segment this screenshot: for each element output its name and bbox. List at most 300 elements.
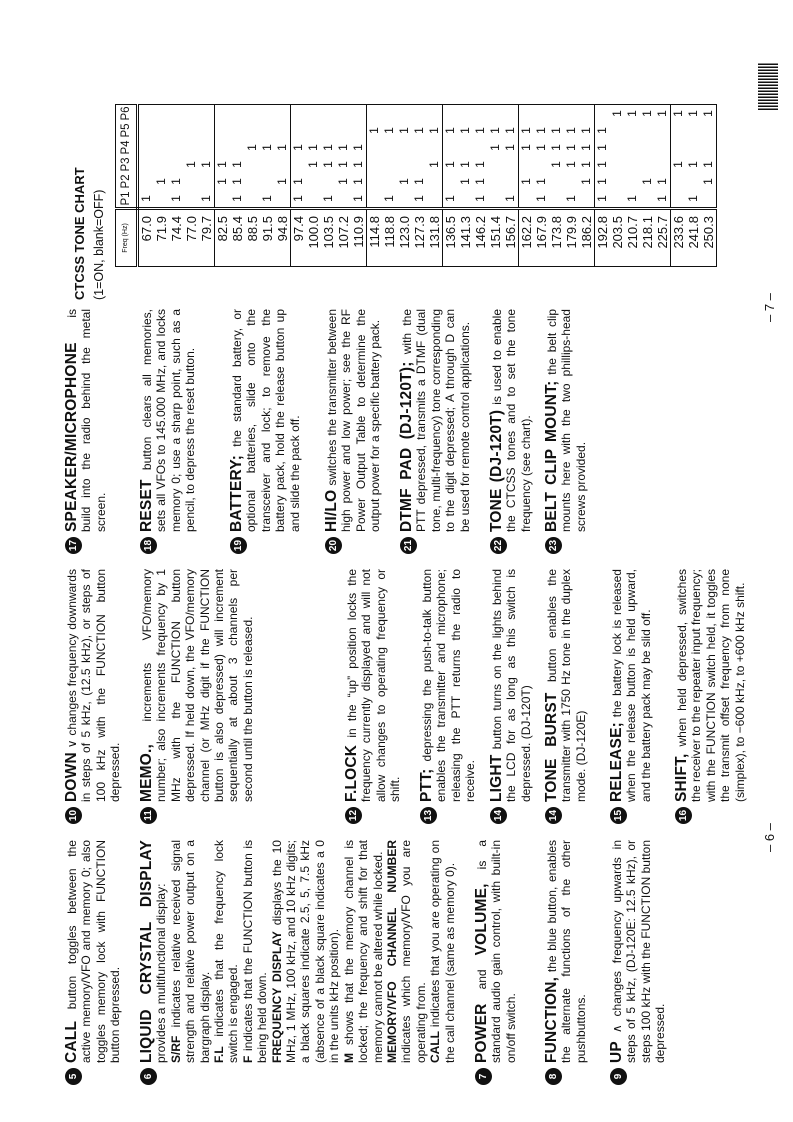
item-12 <box>345 569 403 824</box>
table-header-row <box>116 105 138 267</box>
item-title: F.LOCK <box>343 744 360 802</box>
switch-cell-P2: 1 <box>154 178 168 185</box>
frequency-cell: 127.3 <box>412 209 427 267</box>
display-indicator-entry <box>270 840 342 1063</box>
item-description: button clears all memories, sets all VFOs to 145.000 MHz, and locks memory 0; use a sharp point, such as a pencil, to depress the reset button. <box>140 309 198 532</box>
switch-cell-P2 <box>382 173 397 190</box>
frequency-cell: 79.7 <box>199 209 215 267</box>
item-title: BATTERY; <box>228 454 245 532</box>
switch-cell-P3 <box>655 156 671 173</box>
switch-cell-P4: 1 <box>579 139 595 156</box>
switch-cell-P3: 1 <box>549 161 563 168</box>
switch-cell-P2 <box>184 173 199 190</box>
switch-cell-P1: 1 <box>260 195 274 202</box>
item-title: TONE (DJ-120T) <box>488 409 505 532</box>
table-row <box>458 105 473 267</box>
table-row <box>291 105 307 267</box>
switch-cell-P5 <box>275 122 291 139</box>
barcode-mark <box>758 62 778 110</box>
item-title: CALL <box>63 1020 80 1063</box>
indicator-description: indicates which memory/VFO you are operating from. <box>399 840 428 1063</box>
switch-cell-P3 <box>412 156 427 173</box>
table-row <box>686 105 701 267</box>
switch-cell-P2 <box>245 173 260 190</box>
table-row <box>169 105 184 267</box>
item-title: TONE BURST <box>543 692 560 802</box>
switch-cell-P6 <box>336 105 351 123</box>
item-title: RESET <box>138 479 155 532</box>
switch-cell-P2 <box>443 173 459 190</box>
column-header-P2: P2 <box>116 173 138 190</box>
table-row <box>443 105 459 267</box>
item-number-badge: 23 <box>545 537 562 554</box>
switch-cell-P1 <box>519 190 535 209</box>
table-row <box>184 105 199 267</box>
column-header-P5: P5 <box>116 122 138 139</box>
switch-cell-P6 <box>169 105 184 123</box>
frequency-cell: 74.4 <box>169 209 184 267</box>
switch-cell-P6: 1 <box>610 110 624 117</box>
table-row <box>671 105 687 267</box>
frequency-cell: 218.1 <box>640 209 655 267</box>
switch-cell-P2: 1 <box>230 178 244 185</box>
switch-cell-P6 <box>397 105 412 123</box>
frequency-cell: 88.5 <box>245 209 260 267</box>
item-title: LIQUID CRYSTAL DISPLAY <box>138 840 155 1063</box>
switch-cell-P6 <box>519 105 535 123</box>
switch-cell-P6 <box>382 105 397 123</box>
switch-cell-P6 <box>458 105 473 123</box>
table-row <box>701 105 717 267</box>
switch-cell-P4 <box>199 139 215 156</box>
switch-cell-P3 <box>625 156 640 173</box>
indicator-description: displays the 10 MHz, 1 MHz, 100 kHz, and 10 kHz digits; a black squares indicate 2.5, 5, 7.5 kHz (absence of a black square indicates a 0 in the units kHz position). <box>269 840 342 1063</box>
item-number-badge: 13 <box>420 807 437 824</box>
item-14 <box>545 569 588 824</box>
table-row <box>640 105 655 267</box>
indicator-term: CALL <box>428 1031 443 1063</box>
switch-cell-P4 <box>473 139 488 156</box>
switch-cell-P2 <box>138 173 155 190</box>
frequency-cell: 100.0 <box>306 209 321 267</box>
switch-cell-P5: 1 <box>473 127 487 134</box>
switch-cell-P4: 1 <box>260 144 274 151</box>
switch-cell-P1: 1 <box>595 195 609 202</box>
switch-cell-P4 <box>382 139 397 156</box>
switch-cell-P6 <box>579 105 595 123</box>
switch-cell-P1: 1 <box>503 190 519 209</box>
item-description: the battery lock is released when the release button is held upward, and the battery pack may be slid off. <box>610 569 653 802</box>
switch-cell-P5 <box>625 122 640 139</box>
item-number-badge: 14 <box>490 807 507 824</box>
switch-cell-P3: 1 <box>458 161 472 168</box>
switch-cell-P3: 1 <box>215 161 229 168</box>
switch-cell-P4: 1 <box>291 144 305 151</box>
table-row <box>488 105 503 267</box>
item-number-badge: 15 <box>610 807 627 824</box>
switch-cell-P5 <box>610 122 625 139</box>
switch-cell-P3 <box>488 156 503 173</box>
item-11 <box>140 569 255 824</box>
table-row <box>579 105 595 267</box>
switch-cell-P3 <box>397 156 412 173</box>
switch-cell-P6 <box>321 105 336 123</box>
indicator-term: S/RF <box>168 1035 183 1063</box>
item-8 <box>545 840 588 1085</box>
item-description: the belt clip mounts here with the two phillips-head screws provided. <box>545 309 588 532</box>
switch-cell-P3: 1 <box>701 156 717 173</box>
table-row <box>397 105 412 267</box>
item-number-badge: 5 <box>65 1068 82 1085</box>
frequency-cell: 241.8 <box>686 209 701 267</box>
item-16 <box>675 569 747 824</box>
switch-cell-P4 <box>655 139 671 156</box>
switch-cell-P3 <box>260 156 275 173</box>
item-description: ∨ changes frequency downwards in steps of 5 kHz, (12.5 kHz), or steps of 100 kHz with the FUNCTION button depressed. <box>65 569 123 802</box>
switch-cell-P1 <box>275 190 291 209</box>
switch-cell-P1 <box>215 190 231 209</box>
switch-cell-P4: 1 <box>534 144 548 151</box>
switch-cell-P2 <box>260 173 275 190</box>
switch-cell-P3: 1 <box>473 161 487 168</box>
switch-cell-P5 <box>655 122 671 139</box>
switch-cell-P2: 1 <box>640 178 654 185</box>
frequency-cell: 225.7 <box>655 209 671 267</box>
switch-cell-P1: 1 <box>321 195 335 202</box>
switch-cell-P4: 1 <box>519 144 533 151</box>
indicator-term: F <box>240 1055 255 1063</box>
switch-cell-P5: 1 <box>488 127 502 134</box>
switch-cell-P3: 1 <box>671 161 685 168</box>
switch-cell-P3 <box>275 156 291 173</box>
ctcss-chart-subtitle: (1=ON, blank=OFF) <box>92 189 106 300</box>
table-row <box>306 105 321 267</box>
switch-cell-P3: 1 <box>184 161 198 168</box>
item-description: is a standard audio gain control, with built-in on/off switch. <box>475 840 518 1063</box>
switch-cell-P2: 1 <box>701 173 717 190</box>
switch-cell-P3 <box>367 156 383 173</box>
item-title: PTT; <box>418 768 435 802</box>
switch-cell-P4 <box>458 139 473 156</box>
switch-cell-P4 <box>138 139 155 156</box>
switch-cell-P3 <box>640 156 655 173</box>
switch-cell-P6 <box>427 105 443 123</box>
item-number-badge: 9 <box>610 1068 627 1085</box>
switch-cell-P3: 1 <box>199 156 215 173</box>
switch-cell-P3 <box>503 156 519 173</box>
switch-cell-P4 <box>671 139 687 156</box>
switch-cell-P4: 1 <box>549 144 563 151</box>
switch-cell-P6: 1 <box>625 110 639 117</box>
item-number-badge: 11 <box>140 807 157 824</box>
item-number-badge: 20 <box>325 537 342 554</box>
switch-cell-P6: 1 <box>640 110 654 117</box>
table-row <box>625 105 640 267</box>
switch-cell-P6 <box>199 105 215 123</box>
switch-cell-P1: 1 <box>139 195 153 202</box>
switch-cell-P2 <box>549 173 564 190</box>
switch-cell-P4: 1 <box>306 144 320 151</box>
switch-cell-P1 <box>701 190 717 209</box>
item-7 <box>475 840 518 1085</box>
indicator-description: indicates that you are operating on the call channel (same as memory 0). <box>428 839 457 1063</box>
table-row <box>138 105 155 267</box>
switch-cell-P5 <box>291 122 307 139</box>
switch-cell-P3 <box>382 156 397 173</box>
switch-cell-P6 <box>154 105 169 123</box>
indicator-description: shows that the memory channel is locked; the frequency and shift for that memory cannot be altered while locked. <box>341 840 385 1063</box>
switch-cell-P6 <box>260 105 275 123</box>
switch-cell-P6 <box>488 105 503 123</box>
item-description: button toggles between the active memory/VFO and memory 0; also toggles memory lock with FUNCTION button depressed. <box>65 840 123 1063</box>
item-title-second: VOLUME, <box>473 883 490 956</box>
item-number-badge: 18 <box>140 537 157 554</box>
switch-cell-P3: 1 <box>443 161 457 168</box>
table-row <box>260 105 275 267</box>
switch-cell-P4 <box>701 139 717 156</box>
item-description: switches the transmitter between high power and low power; see the RF Power Output Table to determine the output power for a specific battery pack. <box>325 309 383 532</box>
item-description: button enables the transmitter with 1750 Hz tone in the duplex mode. (DJ-120E) <box>545 569 588 802</box>
item-title: DTMF PAD (DJ-120T); <box>398 361 415 532</box>
item-description: increments VFO/memory number; also increments frequency by 1 MHz with the FUNCTION button depressed. If held down, the VFO/memory channel (or MHz digit if the FUNCTION button is also depressed) will increment sequentially at about 3 channels per second until the button is released. <box>140 569 255 802</box>
indicator-term: FREQUENCY DISPLAY <box>269 931 284 1063</box>
switch-cell-P5: 1 <box>382 127 396 134</box>
switch-cell-P1 <box>671 190 687 209</box>
switch-cell-P1: 1 <box>199 190 215 209</box>
item-description: the blue button, enables the alternate functions of the other pushbuttons. <box>545 840 588 1063</box>
item-number-badge: 7 <box>475 1068 492 1085</box>
item-15 <box>610 569 653 824</box>
switch-cell-P1: 1 <box>382 195 396 202</box>
switch-cell-P2: 1 <box>519 178 533 185</box>
frequency-cell: 77.0 <box>184 209 199 267</box>
switch-cell-P3: 1 <box>336 161 350 168</box>
switch-cell-P5 <box>184 122 199 139</box>
item-title: UP <box>608 1041 625 1063</box>
switch-cell-P4 <box>412 139 427 156</box>
frequency-cell: 167.9 <box>534 209 549 267</box>
switch-cell-P2 <box>427 173 443 190</box>
switch-cell-P2 <box>199 173 215 190</box>
frequency-cell: 233.6 <box>671 209 687 267</box>
switch-cell-P6 <box>534 105 549 123</box>
switch-cell-P5: 1 <box>458 127 472 134</box>
item-number-badge: 22 <box>490 537 507 554</box>
switch-cell-P2: 1 <box>595 178 609 185</box>
switch-cell-P1 <box>579 190 595 209</box>
switch-cell-P5: 1 <box>443 127 457 134</box>
switch-cell-P2: 1 <box>351 173 367 190</box>
item-number-badge: 17 <box>65 537 82 554</box>
item-20 <box>325 309 383 554</box>
switch-cell-P6 <box>503 105 519 123</box>
item-14 <box>490 569 533 824</box>
switch-cell-P3: 1 <box>351 156 367 173</box>
switch-cell-P1 <box>367 190 383 209</box>
indicator-term: F.L <box>212 1046 227 1063</box>
switch-cell-P2 <box>671 173 687 190</box>
switch-cell-P1 <box>640 190 655 209</box>
switch-cell-P4 <box>215 139 231 156</box>
display-indicator-entry <box>212 840 241 1063</box>
item-21 <box>400 309 472 554</box>
switch-cell-P3: 1 <box>595 161 609 168</box>
switch-cell-P4 <box>427 139 443 156</box>
switch-cell-P6 <box>473 105 488 123</box>
switch-cell-P2: 1 <box>534 178 548 185</box>
switch-cell-P2: 1 <box>275 173 291 190</box>
frequency-cell: 179.9 <box>564 209 579 267</box>
frequency-cell: 67.0 <box>138 209 155 267</box>
table-row <box>564 105 579 267</box>
item-13 <box>420 569 478 824</box>
display-indicator-entry <box>241 840 270 1063</box>
table-row <box>412 105 427 267</box>
item-17 <box>65 309 108 554</box>
switch-cell-P1: 1 <box>686 195 700 202</box>
item-title: SHIFT, <box>673 753 690 802</box>
frequency-cell: 250.3 <box>701 209 717 267</box>
item-title: SPEAKER/MICROPHONE <box>63 342 80 532</box>
switch-cell-P3 <box>534 156 549 173</box>
table-row <box>534 105 549 267</box>
switch-cell-P4: 1 <box>503 139 519 156</box>
column-header-P3: P3 <box>116 156 138 173</box>
switch-cell-P5 <box>230 122 245 139</box>
switch-cell-P1 <box>427 190 443 209</box>
item-description: provides a multifunctional display: <box>154 883 169 1063</box>
switch-cell-P5: 1 <box>427 122 443 139</box>
switch-cell-P1 <box>458 190 473 209</box>
item-5 <box>65 840 123 1085</box>
frequency-cell: 151.4 <box>488 209 503 267</box>
item-title: HI/LO <box>323 489 340 532</box>
switch-cell-P5 <box>199 122 215 139</box>
switch-cell-P6 <box>564 105 579 123</box>
switch-cell-P4: 1 <box>351 139 367 156</box>
switch-cell-P3: 1 <box>306 161 320 168</box>
switch-cell-P4 <box>443 139 459 156</box>
item-9 <box>610 840 668 1085</box>
ctcss-chart-title: CTCSS TONE CHART <box>72 167 87 300</box>
switch-cell-P3: 1 <box>579 156 595 173</box>
item-description: when held depressed, switches the receiver to the repeater input frequency; with the FUNCTION switch held, it toggles the transmit offset frequency from none (simplex), to −600 kHz, to +600 kHz shift. <box>675 569 747 802</box>
column-left <box>0 840 793 1085</box>
column-header-P1: P1 <box>116 190 138 209</box>
freq-header: Freq (Hz) <box>116 209 138 267</box>
frequency-cell: 71.9 <box>154 209 169 267</box>
switch-cell-P5: 1 <box>519 127 533 134</box>
switch-cell-P1: 1 <box>655 190 671 209</box>
table-row <box>519 105 535 267</box>
table-row <box>321 105 336 267</box>
switch-cell-P3 <box>291 156 307 173</box>
switch-cell-P1: 1 <box>230 195 244 202</box>
switch-cell-P4: 1 <box>245 144 259 151</box>
switch-cell-P3: 1 <box>686 161 700 168</box>
switch-cell-P3 <box>245 156 260 173</box>
item-description: the standard battery, or optional batteries, slide onto the transceiver and lock; to remove the battery pack, hold the release button up and slide the pack off. <box>230 309 302 532</box>
switch-cell-P1: 1 <box>169 195 183 202</box>
switch-cell-P3 <box>169 156 184 173</box>
display-indicator-entry <box>342 840 385 1063</box>
switch-cell-P4 <box>154 139 169 156</box>
switch-cell-P5 <box>671 122 687 139</box>
switch-cell-P6 <box>291 105 307 123</box>
table-row <box>367 105 383 267</box>
switch-cell-P6 <box>230 105 245 123</box>
frequency-cell: 173.8 <box>549 209 564 267</box>
frequency-cell: 94.8 <box>275 209 291 267</box>
frequency-cell: 131.8 <box>427 209 443 267</box>
switch-cell-P1 <box>306 190 321 209</box>
switch-cell-P5: 1 <box>412 127 426 134</box>
frequency-cell: 107.2 <box>336 209 351 267</box>
switch-cell-P2 <box>367 173 383 190</box>
item-title: DOWN <box>63 752 80 802</box>
switch-cell-P6: 1 <box>686 110 700 117</box>
switch-cell-P4: 1 <box>275 139 291 156</box>
column-header-P6: P6 <box>116 105 138 123</box>
switch-cell-P1: 1 <box>625 195 639 202</box>
switch-cell-P6 <box>412 105 427 123</box>
item-number-badge: 8 <box>545 1068 562 1085</box>
frequency-cell: 156.7 <box>503 209 519 267</box>
frequency-cell: 110.9 <box>351 209 367 267</box>
table-row <box>549 105 564 267</box>
switch-cell-P2 <box>686 173 701 190</box>
switch-cell-P3 <box>138 156 155 173</box>
switch-cell-P6: 1 <box>671 110 685 117</box>
table-row <box>610 105 625 267</box>
switch-cell-P5 <box>169 122 184 139</box>
item-22 <box>490 309 533 554</box>
switch-cell-P3 <box>610 156 625 173</box>
switch-cell-P4 <box>184 139 199 156</box>
page-number-7: – 7 – <box>762 293 777 322</box>
table-row <box>154 105 169 267</box>
switch-cell-P2: 1 <box>579 173 595 190</box>
switch-cell-P4 <box>640 139 655 156</box>
item-number-badge: 16 <box>675 807 692 824</box>
table-row <box>245 105 260 267</box>
switch-cell-P6 <box>245 105 260 123</box>
item-23 <box>545 309 588 554</box>
item-description: with the PTT depressed, transmits a DTMF (dual tone, multi-frequency) tone corresponding to the digit depressed; A through D can be used for remote control applications. <box>400 309 472 532</box>
switch-cell-P4: 1 <box>595 144 609 151</box>
switch-cell-P1 <box>336 190 351 209</box>
switch-cell-P6 <box>306 105 321 123</box>
item-title-joiner: and <box>475 969 489 990</box>
table-row <box>503 105 519 267</box>
switch-cell-P4: 1 <box>564 144 578 151</box>
switch-cell-P1 <box>610 190 625 209</box>
table-row <box>655 105 671 267</box>
switch-cell-P6 <box>215 105 231 123</box>
switch-cell-P2: 1 <box>397 178 411 185</box>
switch-cell-P5 <box>215 122 231 139</box>
switch-cell-P2: 1 <box>473 178 487 185</box>
switch-cell-P4 <box>230 139 245 156</box>
frequency-cell: 103.5 <box>321 209 336 267</box>
item-number-badge: 19 <box>230 537 247 554</box>
frequency-cell: 82.5 <box>215 209 231 267</box>
switch-cell-P4: 1 <box>321 144 335 151</box>
display-indicator-entry <box>428 840 457 1063</box>
switch-cell-P1 <box>397 190 412 209</box>
table-row <box>199 105 215 267</box>
switch-cell-P5 <box>260 122 275 139</box>
